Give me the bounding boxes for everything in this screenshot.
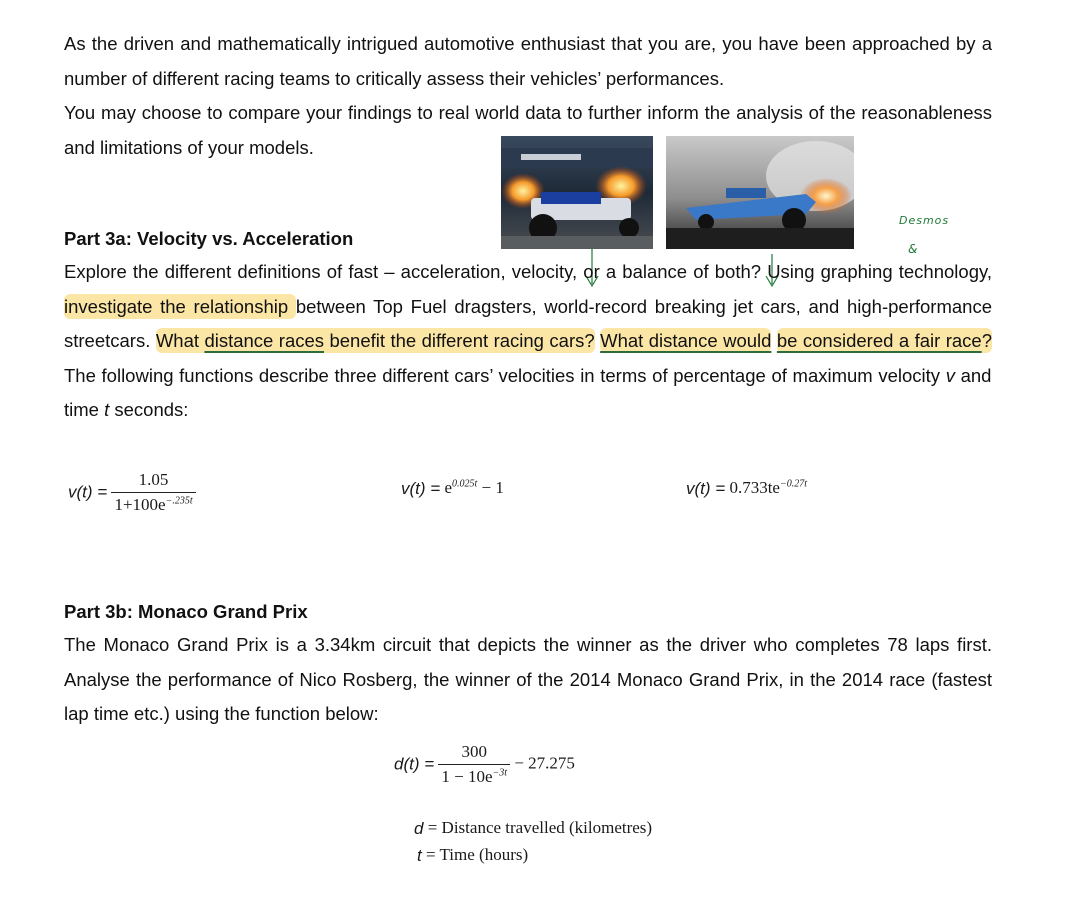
jet-car-photo bbox=[666, 136, 854, 249]
part-3b-paragraph: The Monaco Grand Prix is a 3.34km circuit that depicts the winner as the driver who completes 78 laps first. Analyse the performance of Nico Rosberg, the winner of the 2014 Monaco Grand Prix, in the 2014 race (fastest lap time etc.) using the function below: bbox=[64, 634, 992, 724]
legend-time: t = Time (hours) bbox=[417, 845, 529, 866]
part-3a-paragraph: Explore the different definitions of fast – acceleration, velocity, or a balance of both? Using graphing technology, investigate the relationship between Top Fuel dragsters, world-record breaking jet cars, and high-performance streetcars. What distance races benefit the different racing cars? What distance would be considered a fair race? The following functions describe three different cars’ velocities in terms of percentage of maximum velocity v and time t seconds: bbox=[64, 261, 993, 420]
handwritten-note-ampersand: & bbox=[908, 242, 919, 256]
velocity-equation-2: $v(t) = e^{0.025t} - 1$ bbox=[401, 478, 504, 499]
velocity-equation-1: v(t) = $\frac{1.05}{1+100e^{-.235t}}$ bbox=[68, 470, 196, 515]
part-3b-heading: Part 3b: Monaco Grand Prix bbox=[64, 601, 308, 622]
part-3a-heading: Part 3a: Velocity vs. Acceleration bbox=[64, 228, 354, 249]
dragster-photo bbox=[501, 136, 653, 249]
distance-equation: d(t) = $\frac{300}{1 - 10e^{-3t}}$ − 27.275 bbox=[394, 742, 575, 786]
legend-distance: d = Distance travelled (kilometres) bbox=[414, 818, 653, 839]
handwritten-note-desmos: Desmos bbox=[899, 214, 950, 227]
intro-paragraph-2-text: You may choose to compare your findings to real world data to further inform the analysis of the reasonableness and limitations of your models. bbox=[64, 102, 992, 158]
intro-paragraph-1: As the driven and mathematically intrigued automotive enthusiast that you are, you have been approached by a number of different racing teams to critically assess their vehicles’ performances. bbox=[64, 33, 992, 89]
velocity-equation-3: $v(t) = 0.733te^{-0.27t}$ bbox=[686, 478, 808, 499]
